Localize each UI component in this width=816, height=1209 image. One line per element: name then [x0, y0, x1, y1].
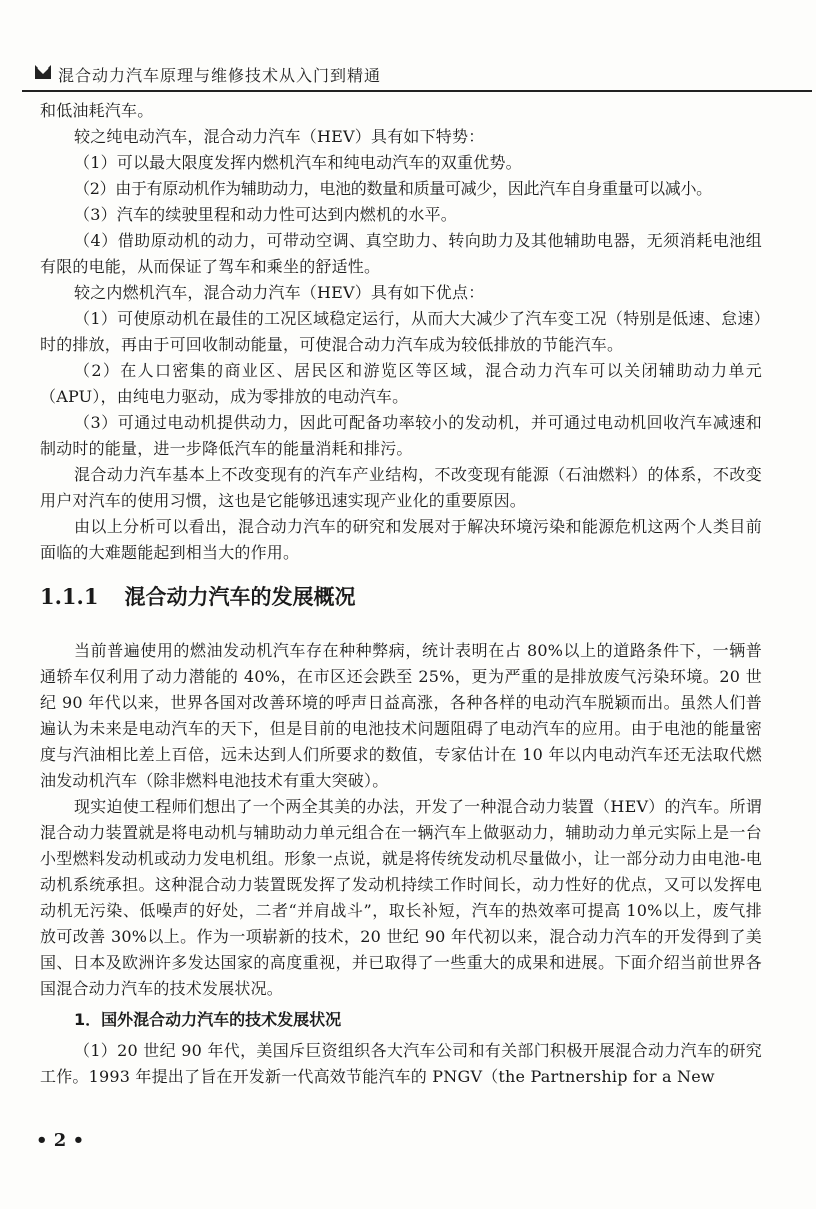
list-item: （2）由于有原动机作为辅助动力，电池的数量和质量可减少，因此汽车自身重量可以减小。 — [74, 179, 712, 198]
section-number: 1.1.1 — [40, 584, 99, 609]
section-title: 混合动力汽车的发展概况 — [124, 584, 356, 609]
paragraph: 现实迫使工程师们想出了一个两全其美的办法，开发了一种混合动力装置（HEV）的汽车。所谓混合动力装置就是将电动机与辅助动力单元组合在一辆汽车上做驱动力，辅助动力单元实际上是一台小型燃料发动机或动力发电机组。形象一点说，就是将传统发动机尽量做小，让一部分动力由电池-电动机系统承担。这种混合动力装置既发挥了发动机持续工作时间长，动力性好的优点，又可以发挥电动机无污染、低噪声的好处，二者“并肩战斗”，取长补短，汽车的热效率可提高 10%以上，废气排放可改善 30%以上。作为一项崭新的技术，20 世纪 90 年代初以来，混合动力汽车的开发得到了美国、日本及欧洲许多发达国家的高度重视，并已取得了一些重大的成果和进展。下面介绍当前世界各国混合动力汽车的技术发展状况。 — [40, 797, 762, 998]
arrow-bookmark-icon — [34, 64, 52, 80]
running-header — [22, 60, 812, 92]
list-item: （3）可通过电动机提供动力，因此可配备功率较小的发动机，并可通过电动机回收汽车减速和制动时的能量，进一步降低汽车的能量消耗和排污。 — [40, 413, 762, 458]
list-item: （3）汽车的续驶里程和动力性可达到内燃机的水平。 — [74, 205, 457, 224]
paragraph: （1）20 世纪 90 年代，美国斥巨资组织各大汽车公司和有关部门积极开展混合动力汽车的研究工作。1993 年提出了旨在开发新一代高效节能汽车的 PNGV（the Partnership for a New — [40, 1041, 762, 1086]
book-title: 混合动力汽车原理与维修技术从入门到精通 — [58, 66, 382, 85]
paragraph: 混合动力汽车基本上不改变现有的汽车产业结构，不改变现有能源（石油燃料）的体系，不改变用户对汽车的使用习惯，这也是它能够迅速实现产业化的重要原因。 — [40, 465, 762, 510]
list-item: （4）借助原动机的动力，可带动空调、真空助力、转向助力及其他辅助电器，无须消耗电池组有限的电能，从而保证了驾车和乘坐的舒适性。 — [40, 231, 762, 276]
page-number: • 2 • — [36, 1130, 85, 1151]
paragraph: 和低油耗汽车。 — [40, 101, 154, 120]
page-body — [40, 98, 762, 1090]
paragraph: 当前普遍使用的燃油发动机汽车存在种种弊病，统计表明在占 80%以上的道路条件下，一辆普通轿车仅利用了动力潜能的 40%，在市区还会跌至 25%，更为严重的是排放废气污染环境。20 世纪 90 年代以来，世界各国对改善环境的呼声日益高涨，各种各样的电动汽车脱颖而出。虽然人们普遍认为未来是电动汽车的天下，但是目前的电池技术问题阻碍了电动汽车的应用。由于电池的能量密度与汽油相比差上百倍，远未达到人们所要求的数值，专家估计在 10 年以内电动汽车还无法取代燃油发动机汽车（除非燃料电池技术有重大突破）。 — [40, 641, 762, 790]
list-item: （1）可使原动机在最佳的工况区域稳定运行，从而大大减少了汽车变工况（特别是低速、怠速）时的排放，再由于可回收制动能量，可使混合动力汽车成为较低排放的节能汽车。 — [40, 309, 762, 354]
section-heading — [40, 582, 762, 612]
list-item: （2）在人口密集的商业区、居民区和游览区等区域，混合动力汽车可以关闭辅助动力单元（APU），由纯电力驱动，成为零排放的电动汽车。 — [40, 361, 762, 406]
paragraph: 较之内燃机汽车，混合动力汽车（HEV）具有如下优点： — [74, 283, 485, 302]
subsection-heading: 1．国外混合动力汽车的技术发展状况 — [74, 1010, 342, 1029]
paragraph: 较之纯电动汽车，混合动力汽车（HEV）具有如下特势： — [74, 127, 485, 146]
paragraph: 由以上分析可以看出，混合动力汽车的研究和发展对于解决环境污染和能源危机这两个人类目前面临的大难题能起到相当大的作用。 — [40, 517, 762, 562]
list-item: （1）可以最大限度发挥内燃机汽车和纯电动汽车的双重优势。 — [74, 153, 522, 172]
